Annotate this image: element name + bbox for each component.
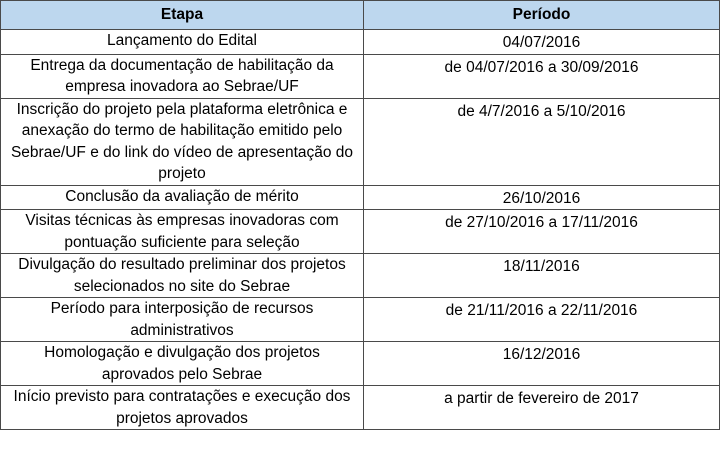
table-row bbox=[1, 54, 720, 98]
etapa-cell: Inscrição do projeto pela plataforma eletrônica e anexação do termo de habilitação emitido pelo Sebrae/UF e do link do vídeo de apresentação do projeto bbox=[1, 98, 364, 185]
table-row bbox=[1, 254, 720, 298]
table-row bbox=[1, 386, 720, 430]
etapa-cell: Visitas técnicas às empresas inovadoras com pontuação suficiente para seleção bbox=[1, 210, 364, 254]
table-row bbox=[1, 30, 720, 55]
column-header-etapa: Etapa bbox=[1, 1, 364, 30]
periodo-cell: de 4/7/2016 a 5/10/2016 bbox=[364, 98, 720, 185]
table-row bbox=[1, 210, 720, 254]
etapa-cell: Conclusão da avaliação de mérito bbox=[1, 185, 364, 210]
periodo-cell: a partir de fevereiro de 2017 bbox=[364, 386, 720, 430]
periodo-cell: de 27/10/2016 a 17/11/2016 bbox=[364, 210, 720, 254]
periodo-cell: de 21/11/2016 a 22/11/2016 bbox=[364, 298, 720, 342]
etapa-cell: Período para interposição de recursos administrativos bbox=[1, 298, 364, 342]
table-row bbox=[1, 298, 720, 342]
column-header-periodo: Período bbox=[364, 1, 720, 30]
table-header-row bbox=[1, 1, 720, 30]
periodo-cell: de 04/07/2016 a 30/09/2016 bbox=[364, 54, 720, 98]
table-row bbox=[1, 342, 720, 386]
etapa-cell: Lançamento do Edital bbox=[1, 30, 364, 55]
periodo-cell: 04/07/2016 bbox=[364, 30, 720, 55]
etapa-cell: Divulgação do resultado preliminar dos projetos selecionados no site do Sebrae bbox=[1, 254, 364, 298]
periodo-cell: 26/10/2016 bbox=[364, 185, 720, 210]
periodo-cell: 16/12/2016 bbox=[364, 342, 720, 386]
etapa-cell: Homologação e divulgação dos projetos aprovados pelo Sebrae bbox=[1, 342, 364, 386]
periodo-cell: 18/11/2016 bbox=[364, 254, 720, 298]
etapa-cell: Início previsto para contratações e execução dos projetos aprovados bbox=[1, 386, 364, 430]
etapa-cell: Entrega da documentação de habilitação da empresa inovadora ao Sebrae/UF bbox=[1, 54, 364, 98]
table-row bbox=[1, 185, 720, 210]
table-row bbox=[1, 98, 720, 185]
